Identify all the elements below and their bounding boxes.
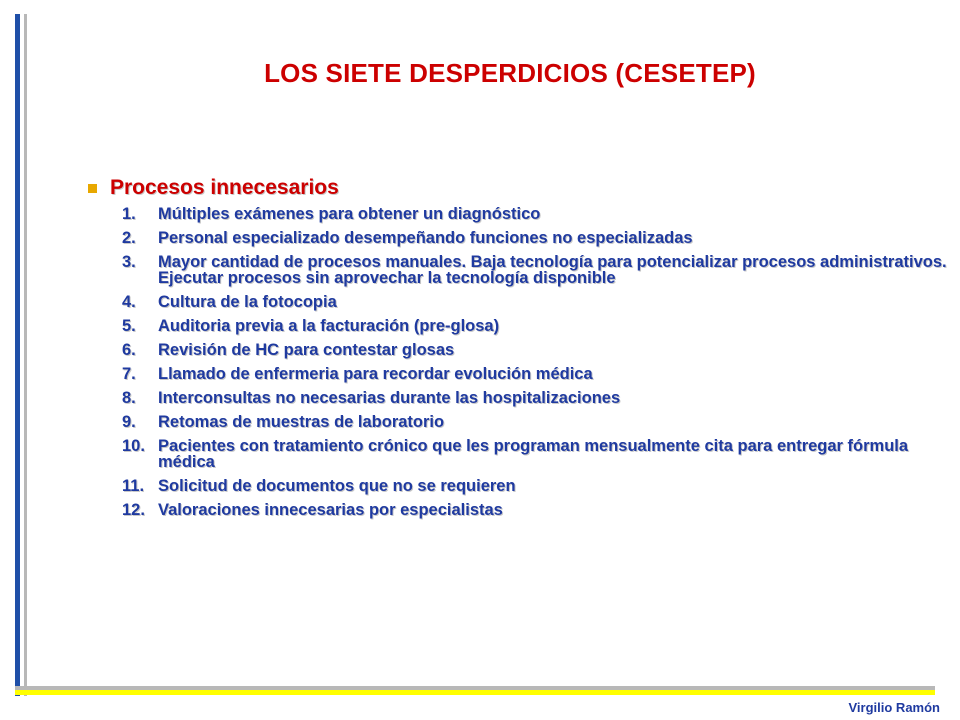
list-item: [88, 342, 948, 358]
list-item-number: 8.: [122, 389, 136, 407]
list-item: [88, 318, 948, 334]
section-procesos-innecesarios: [88, 176, 948, 526]
list-item-number: 7.: [122, 365, 136, 383]
list-item-text: Auditoria previa a la facturación (pre-glosa): [158, 317, 500, 335]
list-item: [88, 254, 948, 286]
list-item-number: 1.: [122, 205, 136, 223]
list-item: [88, 390, 948, 406]
list-item: [88, 366, 948, 382]
square-bullet-icon: [88, 184, 97, 193]
footer-author: Virgilio Ramón: [848, 700, 940, 715]
list-item-text: Pacientes con tratamiento crónico que les programan mensualmente cita para entregar fórmula médica: [158, 437, 909, 471]
slide-title: LOS SIETE DESPERDICIOS (CESETEP): [264, 58, 756, 88]
list-item-number: 3.: [122, 253, 136, 271]
list-item: [88, 230, 948, 246]
list-item-text: Revisión de HC para contestar glosas: [158, 341, 455, 359]
frame-left-blue-line: [15, 14, 20, 696]
list-item-number: 10.: [122, 437, 145, 455]
list-item-text: Retomas de muestras de laboratorio: [158, 413, 445, 431]
section-heading: [88, 176, 948, 204]
list-item-text: Mayor cantidad de procesos manuales. Baja tecnología para potencializar procesos administrativos. Ejecutar procesos sin aprovechar la tecnología disponible: [158, 253, 947, 287]
list-item-number: 11.: [122, 477, 145, 495]
list-item: [88, 414, 948, 430]
list-item: [88, 438, 948, 470]
list-item: [88, 294, 948, 310]
list-item-text: Interconsultas no necesarias durante las hospitalizaciones: [158, 389, 621, 407]
list-item-number: 9.: [122, 413, 136, 431]
list-item-text: Múltiples exámenes para obtener un diagnóstico: [158, 205, 541, 223]
list-item-text: Valoraciones innecesarias por especialistas: [158, 501, 503, 519]
list-item: [88, 502, 948, 518]
list-item-number: 4.: [122, 293, 136, 311]
list-item-text: Solicitud de documentos que no se requieren: [158, 477, 516, 495]
list-item-text: Personal especializado desempeñando funciones no especializadas: [158, 229, 693, 247]
section-heading-text: Procesos innecesarios: [110, 176, 339, 199]
numbered-list: [88, 206, 948, 518]
list-item-number: 6.: [122, 341, 136, 359]
list-item-text: Llamado de enfermeria para recordar evolución médica: [158, 365, 593, 383]
list-item-number: 5.: [122, 317, 136, 335]
list-item: [88, 478, 948, 494]
list-item: [88, 206, 948, 222]
list-item-number: 2.: [122, 229, 136, 247]
frame-left-gray-line: [24, 14, 27, 696]
list-item-number: 12.: [122, 501, 145, 519]
frame-bottom-yellow-line: [15, 690, 935, 695]
list-item-text: Cultura de la fotocopia: [158, 293, 337, 311]
